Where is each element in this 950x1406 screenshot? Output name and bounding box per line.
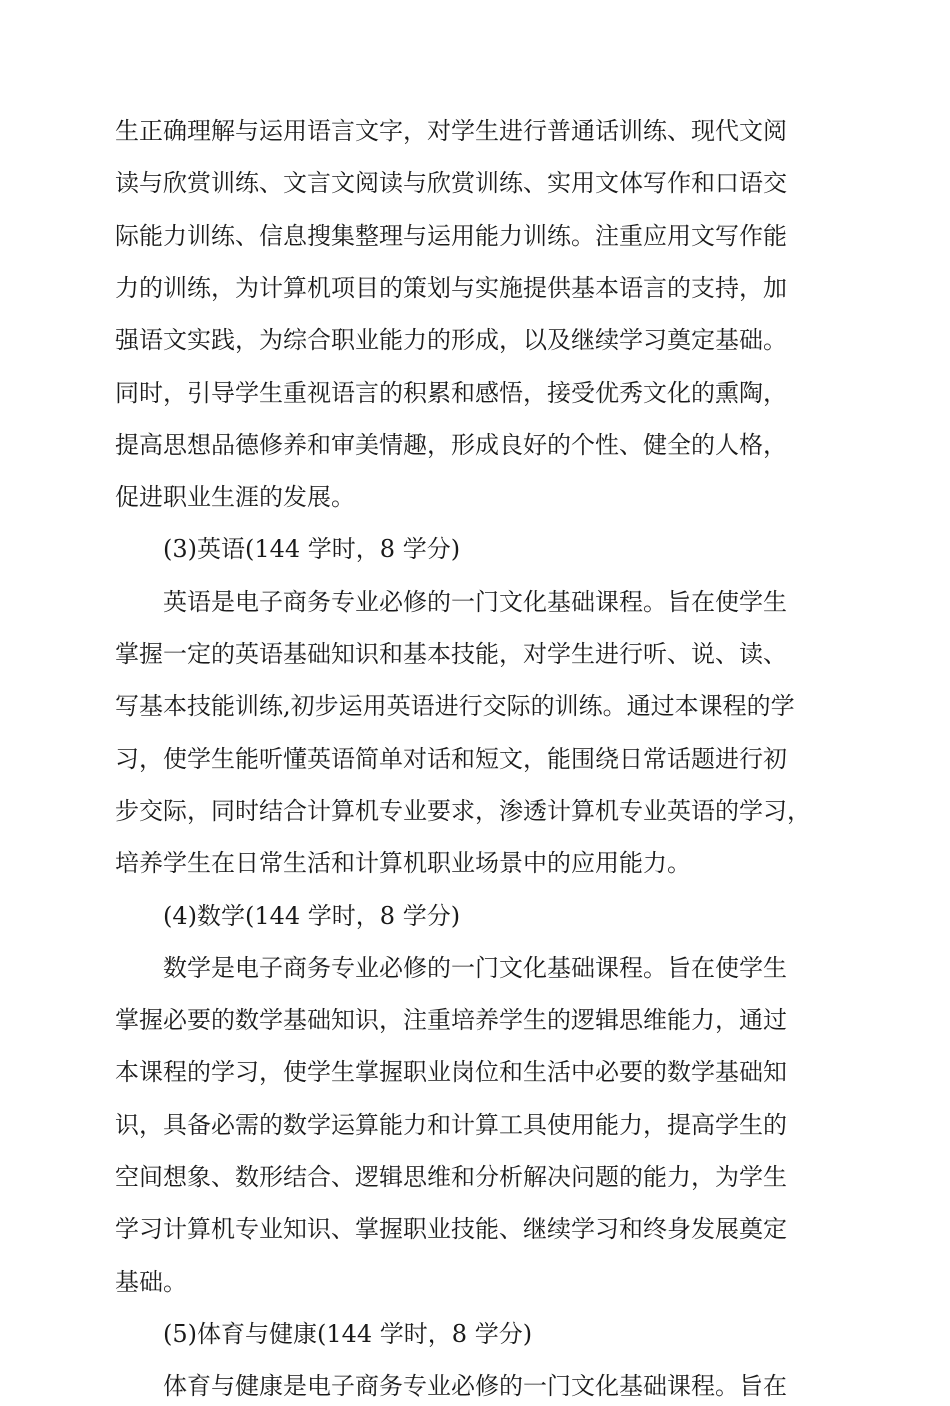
paragraph-line: 本课程的学习，使学生掌握职业岗位和生活中必要的数学基础知 [115,1058,787,1086]
paragraph-line: 同时，引导学生重视语言的积累和感悟，接受优秀文化的熏陶， [115,379,787,407]
paragraph-line: 力的训练，为计算机项目的策划与实施提供基本语言的支持，加 [115,274,787,302]
paragraph-line: 掌握一定的英语基础知识和基本技能，对学生进行听、说、读、 [115,640,787,668]
paragraph-line: 写基本技能训练,初步运用英语进行交际的训练。通过本课程的学 [115,692,795,720]
paragraph-line: 生正确理解与运用语言文字，对学生进行普通话训练、现代文阅 [115,117,787,145]
paragraph-line: 提高思想品德修养和审美情趣，形成良好的个性、健全的人格， [115,431,787,459]
paragraph-line: 强语文实践，为综合职业能力的形成，以及继续学习奠定基础。 [115,326,787,354]
section-heading: (3)英语(144 学时，8 学分) [163,535,461,563]
paragraph-line: 空间想象、数形结合、逻辑思维和分析解决问题的能力，为学生 [115,1163,787,1191]
section-heading: (5)体育与健康(144 学时，8 学分) [163,1320,533,1348]
section-heading: (4)数学(144 学时，8 学分) [163,902,461,930]
paragraph-line: 数学是电子商务专业必修的一门文化基础课程。旨在使学生 [163,954,787,982]
paragraph-line: 掌握必要的数学基础知识，注重培养学生的逻辑思维能力，通过 [115,1006,787,1034]
paragraph-line: 步交际，同时结合计算机专业要求，渗透计算机专业英语的学习， [115,797,811,825]
paragraph-line: 基础。 [115,1268,187,1296]
paragraph-line: 读与欣赏训练、文言文阅读与欣赏训练、实用文体写作和口语交 [115,169,787,197]
paragraph-line: 际能力训练、信息搜集整理与运用能力训练。注重应用文写作能 [115,222,787,250]
paragraph-line: 体育与健康是电子商务专业必修的一门文化基础课程。旨在 [163,1372,787,1400]
paragraph-line: 学习计算机专业知识、掌握职业技能、继续学习和终身发展奠定 [115,1215,787,1243]
paragraph-line: 培养学生在日常生活和计算机职业场景中的应用能力。 [115,849,691,877]
paragraph-line: 习，使学生能听懂英语简单对话和短文，能围绕日常话题进行初 [115,745,787,773]
paragraph-line: 识，具备必需的数学运算能力和计算工具使用能力，提高学生的 [115,1111,787,1139]
paragraph-line: 英语是电子商务专业必修的一门文化基础课程。旨在使学生 [163,588,787,616]
paragraph-line: 促进职业生涯的发展。 [115,483,355,511]
